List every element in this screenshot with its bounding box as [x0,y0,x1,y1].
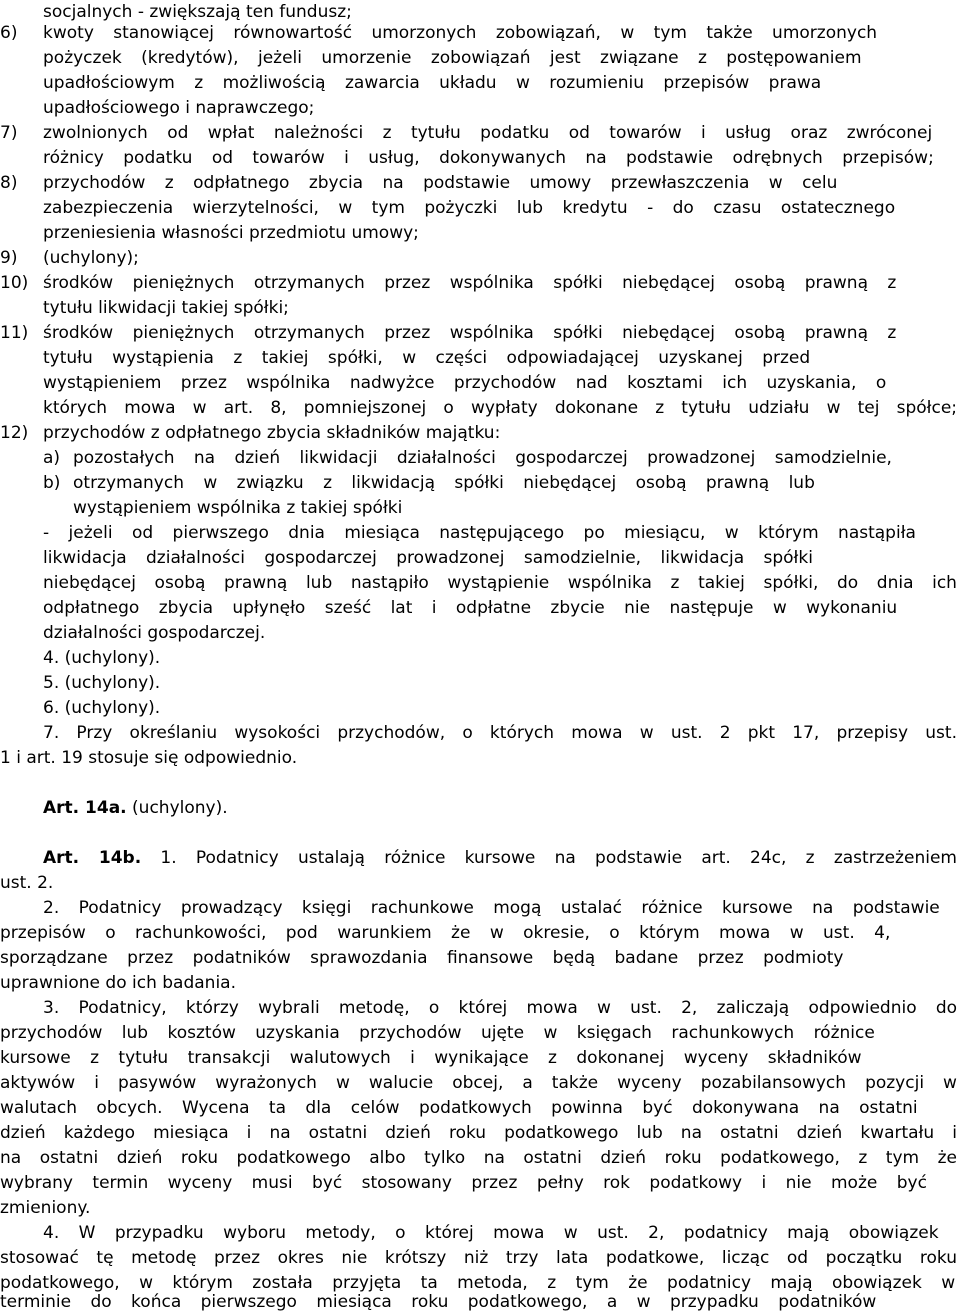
text-line: na ostatni dzień roku podatkowego albo tylko na ostatni dzień roku podatkowego, z tym że [0,1148,957,1168]
text-line: kursowe z tytułu transakcji walutowych i wynikające z dokonanej wyceny składników [0,1048,862,1068]
text-line: stosować tę metodę przez okres nie krótszy niż trzy lata podatkowe, licząc od początku roku [0,1248,957,1268]
text-line: przepisów o rachunkowości, pod warunkiem że w okresie, o którym mowa w ust. 4, [0,923,891,943]
text-line: aktywów i pasywów wyrażonych w walucie obcej, a także wyceny pozabilansowych pozycji w [0,1073,957,1093]
text-line: przychodów z odpłatnego zbycia składników majątku: [43,423,501,443]
text-line: środków pieniężnych otrzymanych przez wspólnika spółki niebędącej osobą prawną z [43,323,897,343]
list-number: 7) [0,123,18,143]
text-line: likwidacja działalności gospodarczej prowadzonej samodzielnie, likwidacja spółki [43,548,813,568]
text-line: tytułu wystąpienia z takiej spółki, w części odpowiadającej uzyskanej przed [43,348,811,368]
text-line: walutach obcych. Wycena ta dla celów podatkowych powinna być dokonywana na ostatni [0,1098,918,1118]
article-heading: Art. 14a. [43,798,127,818]
list-letter: a) [43,448,61,468]
text-line: tytułu likwidacji takiej spółki; [43,298,289,318]
text-line: upadłościowym z możliwością zawarcia układu w rozumieniu przepisów prawa [43,73,822,93]
list-number: 6) [0,23,18,43]
article-heading: Art. 14b. [43,848,142,868]
text-line: ust. 2. [0,873,54,893]
text-line: 3. Podatnicy, którzy wybrali metodę, o której mowa w ust. 2, zaliczają odpowiednio do [43,998,958,1018]
text-line: odpłatnego zbycia upłynęło sześć lat i odpłatne zbycie nie następuje w wykonaniu [43,598,898,618]
text-line: 6. (uchylony). [43,698,161,718]
text-line: 5. (uchylony). [43,673,161,693]
text-line: wystąpieniem wspólnika z takiej spółki [73,498,403,518]
text-line: działalności gospodarczej. [43,623,266,643]
text-line: socjalnych - zwiększają ten fundusz; [43,2,352,22]
text-line: uprawnione do ich badania. [0,973,236,993]
text-line: niebędącej osobą prawną lub nastąpiło wystąpienie wspólnika z takiej spółki, do dnia ich [43,573,957,593]
text-line: 4. (uchylony). [43,648,161,668]
text-line: - jeżeli od pierwszego dnia miesiąca następującego po miesiącu, w którym nastąpiła [43,523,916,543]
text-line: wystąpieniem przez wspólnika nadwyżce przychodów nad kosztami ich uzyskania, o [43,373,887,393]
text-line: sporządzane przez podatników sprawozdania finansowe będą badane przez podmioty [0,948,844,968]
text-line: 4. W przypadku wyboru metody, o której mowa w ust. 2, podatnicy mają obowiązek [43,1223,939,1243]
text-line: 1 i art. 19 stosuje się odpowiednio. [0,748,298,768]
text-line: przychodów z odpłatnego zbycia na podstawie umowy przewłaszczenia w celu [43,173,838,193]
text-line: podatkowego, w którym została przyjęta ta metoda, z tym że podatnicy mają obowiązek w [0,1273,956,1293]
text-line: terminie do końca pierwszego miesiąca roku podatkowego, a w przypadku podatników [0,1292,877,1312]
text-line: 7. Przy określaniu wysokości przychodów, o których mowa w ust. 2 pkt 17, przepisy ust. [43,723,957,743]
text-line: 2. Podatnicy prowadzący księgi rachunkowe mogą ustalać różnice kursowe na podstawie [43,898,940,918]
text-line: upadłościowego i naprawczego; [43,98,315,118]
text-line: zabezpieczenia wierzytelności, w tym pożyczki lub kredytu - do czasu ostatecznego [43,198,896,218]
text-line: kwoty stanowiącej równowartość umorzonych zobowiązań, w tym także umorzonych [43,23,878,43]
text-line: różnicy podatku od towarów i usług, dokonywanych na podstawie odrębnych przepisów; [43,148,934,168]
text-line: (uchylony); [43,248,139,268]
text-line: (uchylony). [126,798,228,818]
text-line: środków pieniężnych otrzymanych przez wspólnika spółki niebędącej osobą prawną z [43,273,897,293]
text-line: pozostałych na dzień likwidacji działalności gospodarczej prowadzonej samodzielnie, [73,448,892,468]
text-line: otrzymanych w związku z likwidacją spółki niebędącej osobą prawną lub [73,473,815,493]
text-line: zwolnionych od wpłat należności z tytułu podatku od towarów i usług oraz zwróconej [43,123,933,143]
text-line: wybrany termin wyceny musi być stosowany przez pełny rok podatkowy i nie może być [0,1173,927,1193]
list-number: 8) [0,173,18,193]
list-number: 10) [0,273,29,293]
text-line: przeniesienia własności przedmiotu umowy; [43,223,419,243]
list-letter: b) [43,473,61,493]
text-line: 1. Podatnicy ustalają różnice kursowe na podstawie art. 24c, z zastrzeżeniem [141,848,957,868]
list-number: 11) [0,323,29,343]
list-number: 12) [0,423,29,443]
list-number: 9) [0,248,18,268]
text-line: przychodów lub kosztów uzyskania przychodów ujęte w księgach rachunkowych różnice [0,1023,875,1043]
text-line: pożyczek (kredytów), jeżeli umorzenie zobowiązań jest związane z postępowaniem [43,48,862,68]
text-line: dzień każdego miesiąca i na ostatni dzień roku podatkowego lub na ostatni dzień kwartału i [0,1123,957,1143]
text-line: których mowa w art. 8, pomniejszonej o wypłaty dokonane z tytułu udziału w tej spółce; [43,398,958,418]
text-line: zmieniony. [0,1198,91,1218]
